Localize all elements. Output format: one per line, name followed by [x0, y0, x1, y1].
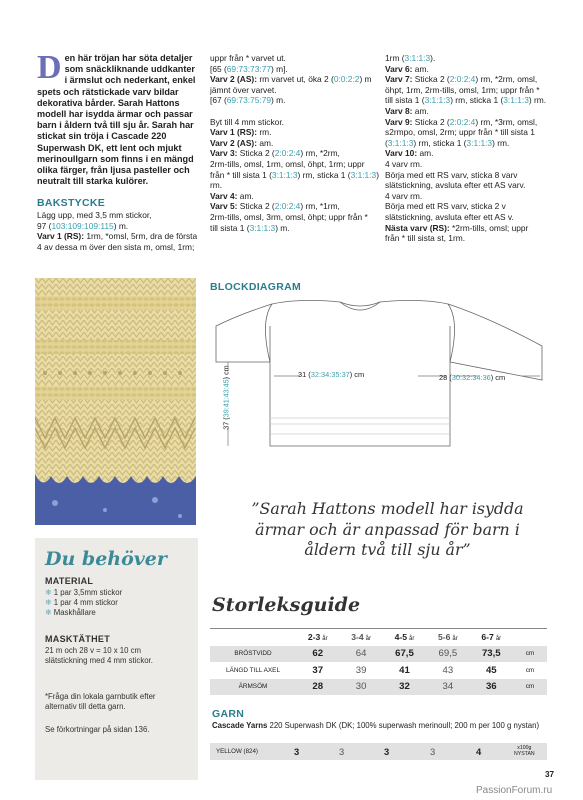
instruction-text: am.: [417, 148, 434, 159]
size-header-unit: år: [409, 636, 415, 643]
instruction-line: [210, 85, 382, 96]
length-measure: 37 (39:41:43:45) cm: [221, 365, 231, 430]
size-value: 43: [442, 664, 454, 676]
material-item: [45, 608, 195, 618]
yarn-quantity: 4: [476, 746, 482, 757]
instruction-line: [210, 53, 382, 64]
quote-line-1: ”Sarah Hattons modell har isydda: [251, 499, 524, 518]
instruction-line: [210, 95, 382, 106]
bakstycke-line1: Lägg upp, med 3,5 mm stickor,: [37, 210, 152, 220]
size-values: 3:1:1:3: [249, 222, 276, 233]
instruction-line: [210, 106, 382, 117]
instruction-line: [210, 138, 382, 149]
yarn-quantity: 3: [430, 746, 436, 757]
size-values: 3:1:1:3: [271, 169, 298, 180]
instruction-line: [385, 159, 553, 170]
instruction-line: [385, 95, 553, 106]
instruction-text: ) rm.: [528, 95, 547, 106]
instruction-text: ) rm, *1rm,: [300, 201, 340, 212]
yarn-note: *Fråga din lokala garnbutik efter alternativ till detta garn.: [45, 692, 156, 712]
size-values: 3:1:1:3: [387, 137, 414, 148]
instruction-text: ) rm, sticka 1 (: [413, 137, 467, 148]
instruction-line: [210, 201, 382, 212]
instruction-line: [210, 170, 382, 191]
row-label: Varv 1 (RS):: [210, 127, 258, 138]
instruction-line: [385, 212, 553, 223]
instruction-line: [385, 117, 553, 128]
instruction-line: [210, 212, 382, 223]
size-value: 69,5: [438, 648, 458, 660]
size-header-unit: år: [365, 636, 371, 643]
gauge-heading: MASKTÄTHET: [45, 634, 110, 644]
size-header-cell: [296, 629, 339, 646]
size-header-num: 6-7: [481, 632, 494, 643]
size-values: 3:1:1:3: [350, 169, 377, 180]
instruction-line: [210, 223, 382, 234]
instruction-text: 2rm-tills, omsl, 3rm, omsl, öhpt; uppr från *: [210, 211, 368, 222]
size-values: 2:0:2:4: [449, 74, 476, 85]
instruction-text: till sista 1 (: [210, 222, 250, 233]
instruction-line: [385, 138, 553, 149]
instruction-line: [210, 117, 382, 128]
bakstycke-varv1: Varv 1 (RS): 1rm, *omsl, 5rm, dra de första 4 av dessa m över den sista m, omsl, 1rm;: [37, 231, 198, 252]
instruction-text: *2rm-tills, omsl; uppr: [449, 222, 529, 233]
row-label: Varv 3:: [210, 148, 238, 159]
instruction-text: Börja med ett RS varv, sticka 2 v: [385, 201, 506, 212]
instructions-column-2: [210, 53, 382, 233]
size-value: 36: [485, 681, 497, 693]
instruction-line: [210, 74, 382, 85]
yarn-quantity: 3: [339, 746, 345, 757]
size-header-num: 3-4: [351, 632, 364, 643]
instruction-text: Byt till 4 mm stickor.: [210, 116, 284, 127]
material-heading: MATERIAL: [45, 576, 94, 586]
size-header-unit: år: [322, 636, 328, 643]
instruction-text: slätstickning, avsluta efter ett AS v.: [385, 211, 514, 222]
bakstycke-heading: BAKSTYCKE: [37, 197, 106, 209]
material-item: [45, 588, 195, 598]
instruction-line: [385, 180, 553, 191]
instruction-line: [385, 53, 553, 64]
size-header-num: 4-5: [394, 632, 408, 643]
instruction-text: ) rm, *2rm,: [300, 148, 340, 159]
size-header-cell: [426, 629, 469, 646]
watermark: PassionForum.ru: [476, 785, 553, 796]
snowflake-icon: ❄: [45, 598, 52, 608]
sizeguide-title: Storleksguide: [212, 594, 361, 616]
knitting-photo-illustration: [35, 278, 196, 525]
instruction-text: ) rm, sticka 1 (: [450, 95, 504, 106]
size-values: 69:73:73:77: [226, 63, 272, 74]
dropcap: D: [37, 49, 62, 86]
row-label: Nästa varv (RS):: [385, 222, 450, 233]
size-values: 0:0:2:2: [333, 74, 360, 85]
instruction-text: till sista 1 (: [385, 95, 425, 106]
instruction-line: [385, 233, 553, 244]
instruction-text: am.: [412, 63, 429, 74]
size-row-label: BRÖSTVIDD: [234, 650, 272, 658]
bakstycke-text: [37, 210, 199, 252]
size-row-label: LÄNGD TILL AXEL: [226, 666, 280, 674]
instruction-line: [210, 148, 382, 159]
size-values: 3:1:1:3: [503, 95, 529, 106]
row-label: Varv 7:: [385, 74, 413, 85]
row-label: Varv 2 (AS):: [210, 74, 258, 85]
instruction-text: ) rm, sticka 1 (: [297, 169, 351, 180]
instruction-line: [385, 191, 553, 202]
size-values: 2:0:2:4: [274, 201, 301, 212]
quote-line-2: ärmar och är anpassad för barn i: [255, 519, 520, 539]
size-value: 62: [312, 648, 324, 660]
size-value: 73,5: [481, 648, 501, 660]
size-value: 41: [399, 664, 410, 676]
material-text: 1 par 3,5mm stickor: [53, 588, 123, 597]
material-text: Maskhållare: [53, 608, 96, 618]
bakstycke-line2: 97 (103:109:109:115) m.: [37, 220, 129, 231]
row-label: Varv 8:: [385, 105, 413, 116]
instruction-line: [210, 191, 382, 202]
instruction-text: ) m: [359, 74, 372, 85]
instruction-text: 4 varv rm.: [385, 158, 423, 169]
size-value: 37: [312, 664, 324, 676]
size-header-unit: år: [452, 636, 458, 643]
instruction-text: am.: [257, 137, 274, 148]
instruction-text: ) rm.: [210, 169, 379, 191]
empty-cell: [210, 629, 296, 646]
yarn-color-label: YELLOW (824): [216, 748, 258, 755]
instruction-line: [210, 64, 382, 75]
size-row: [210, 662, 547, 679]
instruction-text: Sticka 2 (: [412, 116, 450, 127]
instruction-text: jämnt över varvet.: [210, 84, 277, 95]
row-label: Varv 6:: [385, 63, 413, 74]
block-diagram: [200, 296, 550, 476]
instruction-text: (: [385, 137, 388, 148]
empty-cell: [513, 629, 547, 646]
instruction-line: [385, 106, 553, 117]
row-label: Varv 10:: [385, 148, 418, 159]
size-header-cell: [470, 629, 513, 646]
size-values: 2:0:2:4: [449, 116, 476, 127]
instruction-line: [385, 74, 553, 85]
material-item: [45, 598, 195, 608]
instruction-text: s2rmpo, omsl, 2rm; uppr från * till sista 1: [385, 127, 535, 138]
row-label: Varv 9:: [385, 116, 413, 127]
pull-quote: [220, 499, 555, 561]
materials-list: [45, 588, 195, 619]
size-values: 3:1:1:3: [424, 95, 451, 106]
instruction-text: am.: [412, 105, 429, 116]
instructions-column-3: [385, 53, 553, 244]
instruction-text: rm varvet ut, öka 2 (: [257, 74, 334, 85]
blockdiagram-heading: BLOCKDIAGRAM: [210, 281, 302, 293]
page-number: 37: [545, 770, 555, 779]
row-label: Varv 2 (AS):: [210, 137, 258, 148]
size-unit: cm: [525, 683, 535, 691]
size-value: 30: [355, 681, 367, 693]
yarn-row: [210, 743, 547, 760]
instruction-text: Börja med ett RS varv, sticka 8 varv: [385, 169, 518, 180]
size-row-label: ÄRMSÖM: [238, 683, 268, 691]
chest-measure: 31 (32:34:35:37) cm: [298, 370, 365, 379]
yarn-values: [210, 743, 547, 760]
instruction-text: 1rm (: [385, 53, 405, 63]
instruction-text: från * till sista 1 (: [210, 169, 272, 180]
instruction-text: 4 varv rm.: [385, 190, 423, 201]
size-value: 67,5: [395, 648, 414, 660]
row-label: Varv 4:: [210, 190, 238, 201]
size-values: 3:1:1:3: [404, 53, 431, 63]
instruction-text: Sticka 2 (: [237, 201, 275, 212]
size-value: 39: [355, 664, 367, 676]
instruction-text: Sticka 2 (: [412, 74, 450, 85]
knitting-photo: [35, 278, 196, 525]
instruction-text: rm.: [257, 127, 272, 138]
size-values: 3:1:1:3: [466, 137, 493, 148]
instruction-text: öhpt, 1rm, 2rm-tills, omsl, 1rm; uppr från *: [385, 84, 540, 95]
gauge-text: 21 m och 28 v = 10 x 10 cm slätstickning med 4 mm stickor.: [45, 646, 153, 666]
instruction-line: [385, 85, 553, 96]
yarn-quantity: 3: [384, 746, 390, 757]
instruction-text: ) rm.: [492, 137, 510, 148]
size-header-cell: [383, 629, 426, 646]
instruction-line: [385, 223, 553, 234]
quote-line-3: åldern två till sju år”: [304, 540, 471, 559]
instruction-text: slätstickning, avsluta efter ett AS varv.: [385, 180, 526, 191]
instruction-text: ) rm, *3rm, omsl,: [475, 116, 538, 127]
sleeve-measure: 28 (30:32:34:36) cm: [439, 373, 506, 382]
yarn-description: Cascade Yarns 220 Superwash DK (DK; 100% superwash merinoull; 200 m per 100 g nystan): [212, 721, 540, 730]
yarn-quantity: 3: [294, 746, 300, 757]
size-row: [210, 679, 547, 696]
snowflake-icon: ❄: [45, 588, 52, 597]
size-value: 32: [399, 681, 410, 693]
size-unit: cm: [525, 650, 535, 658]
instruction-line: [210, 159, 382, 170]
size-table: [210, 629, 547, 695]
size-unit: cm: [525, 666, 535, 674]
abbreviations-note: Se förkortningar på sidan 136.: [45, 725, 150, 734]
instruction-line: [385, 64, 553, 75]
instruction-text: [67 (: [210, 95, 227, 106]
size-header-row: [210, 629, 547, 646]
instruction-text: ).: [430, 53, 436, 63]
material-text: 1 par 4 mm stickor: [53, 598, 118, 608]
garn-heading: GARN: [212, 708, 245, 720]
instruction-text: [65 (: [210, 63, 227, 74]
size-header-unit: år: [495, 636, 502, 643]
yarn-unit: x100g NYSTAN: [514, 745, 535, 757]
instruction-text: från * till sista st, 1rm.: [385, 233, 466, 244]
instruction-text: am.: [237, 190, 254, 201]
size-value: 34: [442, 681, 454, 693]
size-header-num: 5-6: [437, 632, 451, 643]
instruction-text: ) rm, *2rm, omsl,: [475, 74, 538, 85]
size-header-cell: [339, 629, 382, 646]
size-header-num: 2-3: [307, 632, 321, 643]
size-value: 28: [312, 681, 324, 693]
instruction-text: ) m.: [275, 222, 290, 233]
instruction-line: [385, 170, 553, 181]
intro-text: en här tröjan har söta detaljer som snäckliknande uddkanter i ärmslut och nederkant, enkel spets och rätstickade varv bildar dekorativa bårder. Sarah Hattons modell har isydda ärmar och passar barn i åldern två till sju år. Sarah har stickat sin tröja i Cascade 220 Superwash DK, ett lent och mjukt merinoullgarn som finns i en mängd olika färger, från ljusa pasteller och neutralt till starka kulörer.: [37, 53, 196, 187]
size-values: 69:73:75:79: [226, 95, 272, 106]
instruction-text: ) m].: [271, 63, 288, 74]
instruction-text: uppr från * varvet ut.: [210, 53, 286, 63]
intro-paragraph: [37, 49, 197, 187]
materials-card: [35, 538, 198, 780]
instruction-line: [385, 148, 553, 159]
materials-card-title: Du behöver: [45, 548, 167, 570]
size-value: 45: [485, 664, 497, 676]
size-value: 64: [355, 648, 367, 660]
size-row: [210, 646, 547, 663]
instruction-line: [385, 201, 553, 212]
size-values: 2:0:2:4: [274, 148, 301, 159]
instruction-text: 2rm-tills, omsl, 1rm, omsl, öhpt, 1rm; uppr: [210, 158, 365, 169]
instruction-text: Sticka 2 (: [237, 148, 275, 159]
row-label: Varv 5:: [210, 201, 238, 212]
instruction-text: ) m.: [271, 95, 286, 106]
snowflake-icon: ❄: [45, 608, 52, 618]
instruction-line: [210, 127, 382, 138]
instruction-line: [385, 127, 553, 138]
